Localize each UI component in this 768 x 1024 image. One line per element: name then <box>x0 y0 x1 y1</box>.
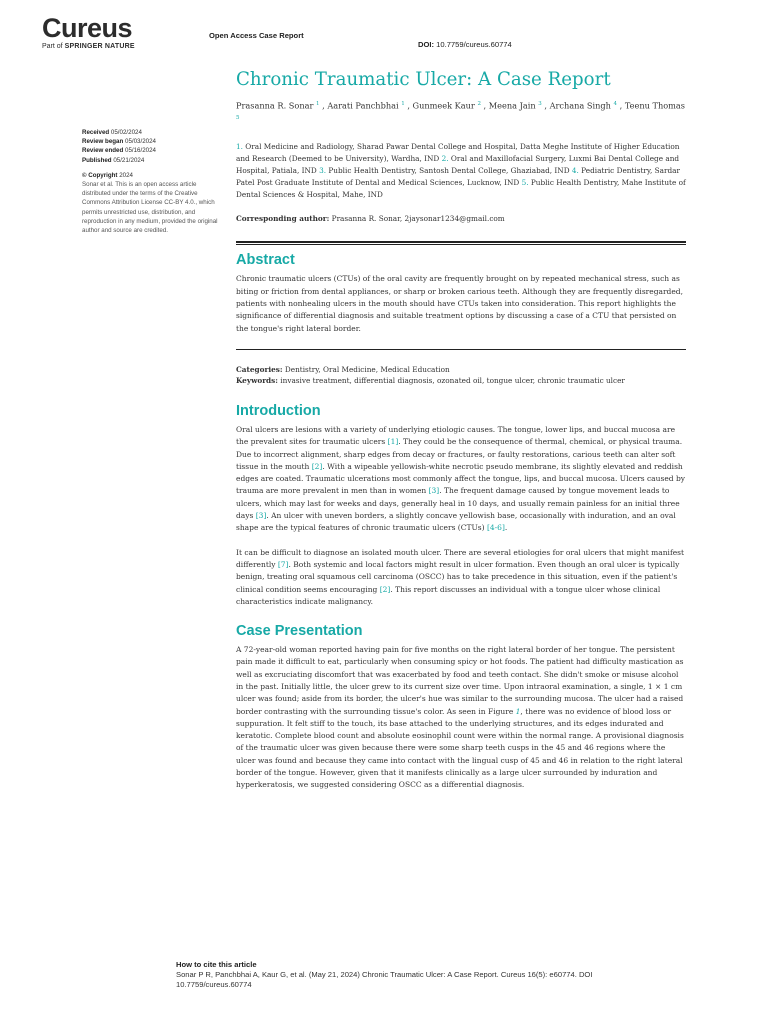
categories: Categories: Dentistry, Oral Medicine, Medical Education <box>236 364 450 374</box>
affiliation-number: 3. <box>319 166 327 176</box>
citation-link[interactable]: [3] <box>255 511 267 521</box>
article-title: Chronic Traumatic Ulcer: A Case Report <box>236 69 611 90</box>
review-began-row: Review began 05/03/2024 <box>82 138 156 146</box>
logo-publisher: SPRINGER NATURE <box>64 43 135 50</box>
keywords: Keywords: invasive treatment, differential diagnosis, ozonated oil, tongue ulcer, chronic traumatic ulcer <box>236 375 625 385</box>
author-list: Prasanna R. Sonar $^1$ , Aarati Panchbhai $^1$ , Gunmeek Kaur $^2$ , Meena Jain $^3$ , Archana Singh $^4$ , Teenu Thomas $^5$ <box>236 100 686 121</box>
affiliation-text: Public Health Dentistry, Mahe Institute of Dental Sciences & Hospital, Mahe, IND <box>236 177 686 199</box>
corresponding-author-value[interactable]: Prasanna R. Sonar, 2jaysonar1234@gmail.com <box>331 214 505 224</box>
author-affiliation-ref[interactable]: 4 <box>613 101 618 107</box>
introduction-paragraph-1: Oral ulcers are lesions with a variety of underlying etiologic causes. The tongue, lower lips, and buccal mucosa are the prevalent sites for traumatic ulcers [1]. They could be the consequence of thermal, chemical, or physical trauma. Due to incorrect alignment, sharp edges from decay or fractures, or faulty restorations, carious teeth can alter soft tissue in the mouth [2]. With a wipeable yellowish-white necrotic pseudo membrane, its slightly elevated and reddish edges are coated. Traumatic ulcerations most commonly affect the tongue, lips, and buccal mucosa. Ulcers caused by trauma are more prevalent in men than in women [3]. The frequent damage caused by tongue movement leads to ulcers, which may last for weeks and days, generally heal in 10 days, and usually remain painless for an initial three days [3]. An ulcer with uneven borders, a slightly concave yellowish base, occasionally with induration, and an oval shape are the typical features of chronic traumatic ulcers (CTUs) [4-6]. <box>236 424 685 533</box>
cureus-logo <box>42 14 135 50</box>
affiliation-number: 1. <box>236 142 243 152</box>
cite-text: Sonar P R, Panchbhai A, Kaur G, et al. (May 21, 2024) Chronic Traumatic Ulcer: A Case Report. Cureus 16(5): e60774. DOI 10.7759/cureus.60774 <box>176 970 593 989</box>
citation-link[interactable]: [1] <box>387 437 399 447</box>
author-affiliation-ref[interactable]: 5 <box>236 114 240 121</box>
license-text: Sonar et al. This is an open access article distributed under the terms of the Creative Commons Attribution License CC-BY 4.0., which permits unrestricted use, distribution, and reproduction in any medium, provided the original author and source are credited. <box>82 181 218 235</box>
article-type: Open Access Case Report <box>209 31 304 40</box>
author-affiliation-ref[interactable]: 3 <box>538 101 542 107</box>
case-presentation-heading: Case Presentation <box>236 623 363 640</box>
cite-heading: How to cite this article <box>176 960 257 969</box>
author-name[interactable]: Archana Singh <box>549 100 611 111</box>
abstract-text: Chronic traumatic ulcers (CTUs) of the oral cavity are frequently brought on by repeated mechanical stress, such as biting or friction from dental appliances, or sharp or broken carious teeth. Although they are frequently disregarded, patients with nonhealing ulcers in the mouth should have CTUs taken into consideration. This report highlights the significance of differential diagnosis and suitable treatment options by discussing a case of a CTU that persisted on the tongue's right lateral border. <box>236 274 683 333</box>
author-name[interactable]: Aarati Panchbhai <box>327 100 399 111</box>
affiliation-text: Oral and Maxillofacial Surgery, Luxmi Bai Dental College and Hospital, Patiala, IND <box>236 154 680 176</box>
how-to-cite <box>176 960 666 990</box>
affiliation-text: Pediatric Dentistry, Sardar Patel Post Graduate Institute of Dental and Medical Sciences, Lucknow, IND <box>236 166 681 187</box>
logo-wordmark: Cureus <box>42 13 133 43</box>
citation-link[interactable]: [4-6] <box>486 523 505 533</box>
author-name[interactable]: Gunmeek Kaur <box>412 100 475 111</box>
citation-link[interactable]: [2] <box>311 461 323 471</box>
affiliation-number: 2. <box>441 154 449 164</box>
section-divider <box>236 241 686 245</box>
figure-link[interactable]: 1 <box>515 706 521 716</box>
introduction-heading: Introduction <box>236 402 321 419</box>
author-name[interactable]: Meena Jain <box>488 100 536 111</box>
case-presentation-paragraph-1: A 72-year-old woman reported having pain for five months on the right lateral border of her tongue. The persistent pain made it difficult to eat, particularly when consuming spicy or hot foods. The patient had difficulty mastication as well as excruciating discomfort that was exacerbated by food and teeth contact. She didn't smoke or misuse alcohol in the past. Initially little, the ulcer grew to its current size over time. Upon intraoral examination, a single, 1 × 1 cm ulcer was found; aside from its border, the ulcer's hue was similar to the surrounding mucosa. The ulcer had a raised border contrasting with the surrounding tissue's color. As seen in Figure 1, there was no evidence of blood loss or suppuration. It felt stiff to the touch, its base attached to the underlying structures, and its edges indurated and keratotic. Complete blood count and absolute eosinophil count were within the normal range. A provisional diagnosis of the traumatic ulcer was given because there were some sharp teeth cusps in the 45 and 46 regions where the ulcer was found and because they came into contact with the lingual cusp of 45 and 46 in relation to the right lateral border of the tongue. However, given that it manifests clinically as a large ulcer surrounded by induration and hyperkeratosis, we suggested considering OSCC as a differential diagnosis. <box>236 645 684 790</box>
affiliation-text: Public Health Dentistry, Santosh Dental College, Ghaziabad, IND <box>328 166 570 176</box>
logo-partof: Part of SPRINGER NATURE <box>42 43 135 50</box>
copyright-row: © Copyright 2024 <box>82 171 133 179</box>
received-row: Received 05/02/2024 <box>82 129 142 136</box>
abstract-divider <box>236 349 686 350</box>
header-doi[interactable]: DOI: 10.7759/cureus.60774 <box>418 40 512 49</box>
affiliation-number: 4. <box>571 166 579 176</box>
affiliation-text: Oral Medicine and Radiology, Sharad Pawar Dental College and Hospital, Datta Meghe Institute of Higher Education and Research (Deemed to be University), Wardha, IND <box>236 142 680 164</box>
article-history-sidebar <box>82 128 222 235</box>
author-name[interactable]: Prasanna R. Sonar <box>236 100 314 111</box>
corresponding-author: Corresponding author: Prasanna R. Sonar, 2jaysonar1234@gmail.com <box>236 214 505 224</box>
citation-link[interactable]: [2] <box>379 584 391 594</box>
citation-link[interactable]: [7] <box>277 559 289 569</box>
author-name[interactable]: Teenu Thomas <box>624 100 686 111</box>
article-main <box>236 68 686 792</box>
author-affiliation-ref[interactable]: 1 <box>401 101 405 107</box>
affiliation-number: 5. <box>521 177 529 187</box>
affiliations <box>236 141 686 200</box>
citation-link[interactable]: [3] <box>428 486 440 496</box>
published-row: Published 05/21/2024 <box>82 156 145 164</box>
review-ended-row: Review ended 05/16/2024 <box>82 147 156 155</box>
doi-value[interactable]: 10.7759/cureus.60774 <box>436 40 512 49</box>
introduction-paragraph-2: It can be difficult to diagnose an isolated mouth ulcer. There are several etiologies for oral ulcers that might manifest differently [7]. Both systemic and local factors might result in ulcer formation. Even though an oral ulcer is typically benign, treating oral squamous cell carcinoma (OSCC) has to take precedence in this situation, even if the patient's clinical condition seems encouraging [2]. This report discusses an individual with a tongue ulcer whose clinical characteristics indicate malignancy. <box>236 547 685 606</box>
author-affiliation-ref[interactable]: 1 <box>316 101 320 107</box>
abstract-heading: Abstract <box>236 252 295 269</box>
author-affiliation-ref[interactable]: 2 <box>477 101 481 107</box>
